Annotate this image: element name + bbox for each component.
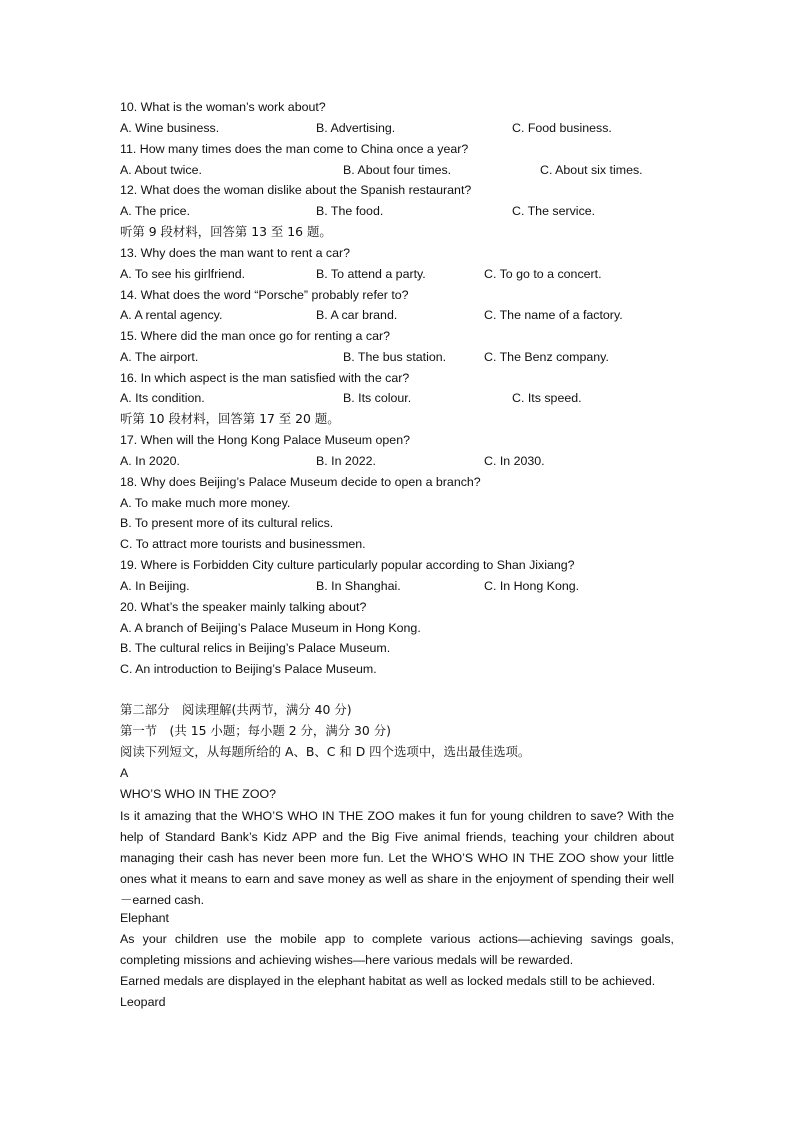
- q12-option-b: B. The food.: [316, 204, 384, 218]
- q17-stem: 17. When will the Hong Kong Palace Museum open?: [120, 433, 410, 447]
- q19-option-b: B. In Shanghai.: [316, 579, 401, 593]
- q12-stem: 12. What does the woman dislike about the Spanish restaurant?: [120, 183, 472, 197]
- q12-option-c: C. The service.: [512, 204, 596, 218]
- q15-stem: 15. Where did the man once go for renting a car?: [120, 329, 390, 343]
- q20-option-a: A. A branch of Beijing’s Palace Museum in Hong Kong.: [120, 621, 421, 635]
- q17-option-c: C. In 2030.: [484, 454, 545, 468]
- q14-stem: 14. What does the word “Porsche” probably refer to?: [120, 288, 409, 302]
- subheading-leopard: Leopard: [120, 995, 166, 1009]
- reading-instruction: 阅读下列短文，从每题所给的 A、B、C 和 D 四个选项中，选出最佳选项。: [120, 744, 531, 759]
- q20-option-c: C. An introduction to Beijing’s Palace Museum.: [120, 662, 377, 676]
- q15-option-a: A. The airport.: [120, 350, 199, 364]
- q19-option-c: C. In Hong Kong.: [484, 579, 580, 593]
- q16-option-c: C. Its speed.: [512, 391, 582, 405]
- part-two-title: 第二部分 阅读理解(共两节，满分 40 分): [120, 702, 352, 717]
- q20-option-b: B. The cultural relics in Beijing’s Palace Museum.: [120, 641, 391, 655]
- section-9-heading: 听第 9 段材料，回答第 13 至 16 题。: [120, 224, 332, 239]
- section-one-title: 第一节 (共 15 小题；每小题 2 分，满分 30 分): [120, 723, 391, 738]
- q10-option-a: A. Wine business.: [120, 121, 220, 135]
- q13-option-c: C. To go to a concert.: [484, 267, 602, 281]
- q13-option-b: B. To attend a party.: [316, 267, 426, 281]
- q17-option-b: B. In 2022.: [316, 454, 376, 468]
- passage-paragraph-1: Is it amazing that the WHO’S WHO IN THE ZOO makes it fun for young children to save? With the help of Standard Bank’s Kidz APP and the Big Five animal friends, teaching your children about managing their cash has never been more fun. Let the WHO’S WHO IN THE ZOO show your little ones what it means to earn and save money as well as share in the enjoyment of spending their well－earned cash.: [120, 809, 674, 907]
- q16-option-a: A. Its condition.: [120, 391, 205, 405]
- section-10-heading: 听第 10 段材料，回答第 17 至 20 题。: [120, 411, 340, 426]
- q11-stem: 11. How many times does the man come to China once a year?: [120, 142, 469, 156]
- q20-stem: 20. What’s the speaker mainly talking about?: [120, 600, 367, 614]
- q14-option-b: B. A car brand.: [316, 308, 398, 322]
- q13-stem: 13. Why does the man want to rent a car?: [120, 246, 351, 260]
- q18-option-b: B. To present more of its cultural relics.: [120, 516, 334, 530]
- q11-option-a: A. About twice.: [120, 163, 202, 177]
- q10-option-b: B. Advertising.: [316, 121, 396, 135]
- passage-title: WHO’S WHO IN THE ZOO?: [120, 787, 277, 801]
- q11-option-b: B. About four times.: [343, 163, 452, 177]
- q14-option-a: A. A rental agency.: [120, 308, 223, 322]
- q12-option-a: A. The price.: [120, 204, 191, 218]
- q16-option-b: B. Its colour.: [343, 391, 412, 405]
- q13-option-a: A. To see his girlfriend.: [120, 267, 246, 281]
- q18-stem: 18. Why does Beijing’s Palace Museum decide to open a branch?: [120, 475, 481, 489]
- q10-option-c: C. Food business.: [512, 121, 612, 135]
- passage-paragraph-2: As your children use the mobile app to complete various actions—achieving savings goals, completing missions and achieving wishes—here various medals will be rewarded.: [120, 932, 674, 967]
- q10-stem: 10. What is the woman’s work about?: [120, 100, 326, 114]
- q15-option-b: B. The bus station.: [343, 350, 447, 364]
- passage-paragraph-3: Earned medals are displayed in the elephant habitat as well as locked medals still to be achieved.: [120, 974, 656, 988]
- q11-option-c: C. About six times.: [540, 163, 643, 177]
- subheading-elephant: Elephant: [120, 911, 169, 925]
- q15-option-c: C. The Benz company.: [484, 350, 609, 364]
- q16-stem: 16. In which aspect is the man satisfied with the car?: [120, 371, 410, 385]
- passage-letter: A: [120, 766, 129, 780]
- q19-stem: 19. Where is Forbidden City culture particularly popular according to Shan Jixiang?: [120, 558, 575, 572]
- q18-option-a: A. To make much more money.: [120, 496, 291, 510]
- q19-option-a: A. In Beijing.: [120, 579, 190, 593]
- q17-option-a: A. In 2020.: [120, 454, 180, 468]
- q18-option-c: C. To attract more tourists and businessmen.: [120, 537, 366, 551]
- q14-option-c: C. The name of a factory.: [484, 308, 623, 322]
